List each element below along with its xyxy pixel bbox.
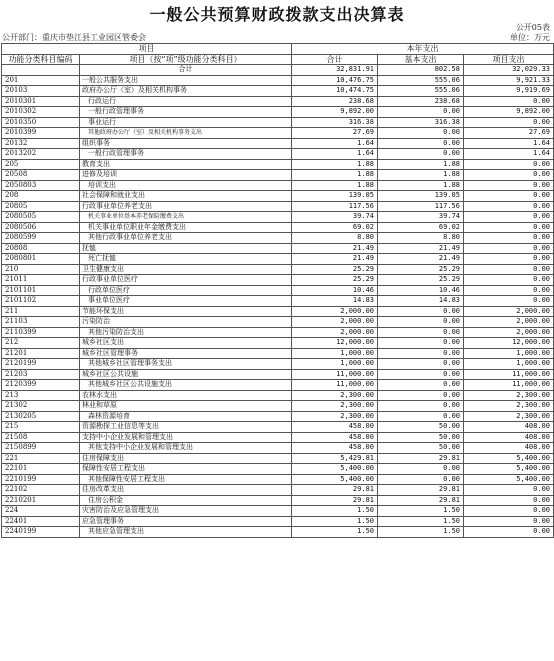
expenditure-table (1, 43, 554, 538)
row-code: 2080506 (2, 222, 80, 233)
header-name: 项目（按“项”级功能分类科目） (80, 54, 292, 65)
header-code: 功能分类科目编码 (2, 54, 80, 65)
row-name: 农林水支出 (80, 390, 292, 401)
row-project: 5,400.00 (464, 474, 554, 485)
row-total: 2,000.00 (292, 317, 378, 328)
row-basic: 0.00 (378, 107, 464, 118)
row-basic: 0.00 (378, 338, 464, 349)
row-project: 0.00 (464, 191, 554, 202)
row-project: 0.00 (464, 495, 554, 506)
row-code: 20132 (2, 138, 80, 149)
table-row (2, 275, 554, 286)
row-total: 458.00 (292, 443, 378, 454)
row-basic: 238.68 (378, 96, 464, 107)
row-code: 21302 (2, 401, 80, 412)
row-project: 2,300.00 (464, 401, 554, 412)
row-code: 2210201 (2, 495, 80, 506)
row-name: 灾害防治及应急管理支出 (80, 506, 292, 517)
table-row (2, 443, 554, 454)
row-total: 8.80 (292, 233, 378, 244)
row-basic: 1.88 (378, 180, 464, 191)
table-row (2, 369, 554, 380)
header-current-year: 本年支出 (292, 44, 554, 55)
row-total: 1.50 (292, 527, 378, 538)
table-row (2, 191, 554, 202)
row-basic: 0.00 (378, 380, 464, 391)
row-basic: 0.00 (378, 317, 464, 328)
row-name: 住房公积金 (80, 495, 292, 506)
row-name: 其他政府办公厅（室）及相关机构事务支出 (80, 128, 292, 139)
row-basic: 1.50 (378, 527, 464, 538)
row-project: 2,000.00 (464, 327, 554, 338)
row-code: 224 (2, 506, 80, 517)
row-name: 应急管理事务 (80, 516, 292, 527)
row-code: 2240199 (2, 527, 80, 538)
row-project: 9,921.33 (464, 75, 554, 86)
row-code: 20103 (2, 86, 80, 97)
row-name: 事业单位医疗 (80, 296, 292, 307)
row-code: 2150899 (2, 443, 80, 454)
row-basic: 1.88 (378, 159, 464, 170)
row-project: 9,892.00 (464, 107, 554, 118)
row-code: 20508 (2, 170, 80, 181)
row-code: 21203 (2, 369, 80, 380)
header-project: 项目支出 (464, 54, 554, 65)
row-code: 2080801 (2, 254, 80, 265)
row-name: 教育支出 (80, 159, 292, 170)
table-row (2, 327, 554, 338)
table-row (2, 306, 554, 317)
row-name: 其他应急管理支出 (80, 527, 292, 538)
row-total: 458.00 (292, 422, 378, 433)
row-name: 一般行政管理事务 (80, 149, 292, 160)
row-basic: 25.29 (378, 264, 464, 275)
table-row (2, 201, 554, 212)
row-name: 资源勘探工业信息等支出 (80, 422, 292, 433)
row-project: 0.00 (464, 96, 554, 107)
table-row (2, 474, 554, 485)
row-total: 5,429.81 (292, 453, 378, 464)
row-project: 2,000.00 (464, 317, 554, 328)
row-name: 抚恤 (80, 243, 292, 254)
table-row (2, 264, 554, 275)
row-total: 27.69 (292, 128, 378, 139)
unit-label: 单位：万元 (510, 33, 550, 42)
row-project: 0.00 (464, 212, 554, 223)
row-project: 0.00 (464, 264, 554, 275)
row-basic: 139.05 (378, 191, 464, 202)
row-name: 一般公共服务支出 (80, 75, 292, 86)
row-total: 21.49 (292, 243, 378, 254)
table-row (2, 222, 554, 233)
row-code: 2010302 (2, 107, 80, 118)
row-basic: 0.00 (378, 138, 464, 149)
row-basic: 29.81 (378, 485, 464, 496)
row-basic: 0.00 (378, 149, 464, 160)
row-total: 32,831.91 (292, 65, 378, 76)
row-project: 1.64 (464, 149, 554, 160)
table-row (2, 317, 554, 328)
row-total: 458.00 (292, 432, 378, 443)
row-code: 2010301 (2, 96, 80, 107)
row-total: 12,000.00 (292, 338, 378, 349)
row-project: 1,000.00 (464, 359, 554, 370)
row-project: 0.00 (464, 527, 554, 538)
row-project: 0.00 (464, 201, 554, 212)
row-project: 0.00 (464, 506, 554, 517)
row-project: 0.00 (464, 296, 554, 307)
row-name: 合计 (80, 65, 292, 76)
row-basic: 29.81 (378, 453, 464, 464)
row-project: 1.64 (464, 138, 554, 149)
row-code: 21011 (2, 275, 80, 286)
table-row (2, 359, 554, 370)
row-basic: 117.56 (378, 201, 464, 212)
row-total: 5,400.00 (292, 464, 378, 475)
row-total: 2,000.00 (292, 327, 378, 338)
row-code: 2130205 (2, 411, 80, 422)
row-project: 0.00 (464, 222, 554, 233)
table-row (2, 159, 554, 170)
row-basic: 21.49 (378, 243, 464, 254)
table-row (2, 516, 554, 527)
table-row (2, 75, 554, 86)
row-total: 69.02 (292, 222, 378, 233)
row-total: 2,300.00 (292, 390, 378, 401)
row-total: 1.50 (292, 516, 378, 527)
row-basic: 69.02 (378, 222, 464, 233)
row-total: 11,000.00 (292, 369, 378, 380)
row-basic: 0.00 (378, 369, 464, 380)
row-project: 408.00 (464, 422, 554, 433)
row-code: 2013202 (2, 149, 80, 160)
row-total: 39.74 (292, 212, 378, 223)
row-code: 2010399 (2, 128, 80, 139)
row-basic: 0.00 (378, 327, 464, 338)
row-total: 2,300.00 (292, 401, 378, 412)
row-project: 0.00 (464, 159, 554, 170)
row-name: 行政单位医疗 (80, 285, 292, 296)
row-total: 25.29 (292, 264, 378, 275)
row-total: 1,000.00 (292, 348, 378, 359)
table-row (2, 401, 554, 412)
row-project: 0.00 (464, 485, 554, 496)
row-code: 2050803 (2, 180, 80, 191)
row-project: 5,400.00 (464, 464, 554, 475)
row-name: 事业运行 (80, 117, 292, 128)
table-row (2, 149, 554, 160)
row-name: 其他污染防治支出 (80, 327, 292, 338)
row-basic: 0.00 (378, 128, 464, 139)
row-total: 11,000.00 (292, 380, 378, 391)
row-name: 其他行政事业单位养老支出 (80, 233, 292, 244)
row-basic: 25.29 (378, 275, 464, 286)
row-code: 2120399 (2, 380, 80, 391)
row-code: 21508 (2, 432, 80, 443)
row-code: 21201 (2, 348, 80, 359)
row-total: 1.88 (292, 170, 378, 181)
row-code: 2120199 (2, 359, 80, 370)
row-project: 0.00 (464, 516, 554, 527)
row-basic: 555.06 (378, 86, 464, 97)
row-name: 培训支出 (80, 180, 292, 191)
row-total: 5,400.00 (292, 474, 378, 485)
row-basic: 50.00 (378, 432, 464, 443)
row-code (2, 65, 80, 76)
row-name: 组织事务 (80, 138, 292, 149)
row-code: 2101101 (2, 285, 80, 296)
row-name: 机关事业单位基本养老保险缴费支出 (80, 212, 292, 223)
row-code: 20808 (2, 243, 80, 254)
row-name: 行政运行 (80, 96, 292, 107)
row-project: 11,000.00 (464, 380, 554, 391)
row-total: 139.05 (292, 191, 378, 202)
row-basic: 21.49 (378, 254, 464, 265)
row-total: 29.81 (292, 485, 378, 496)
table-row (2, 96, 554, 107)
row-project: 0.00 (464, 233, 554, 244)
row-code: 22102 (2, 485, 80, 496)
row-name: 节能环保支出 (80, 306, 292, 317)
row-total: 21.49 (292, 254, 378, 265)
row-basic: 10.46 (378, 285, 464, 296)
row-code: 201 (2, 75, 80, 86)
table-row (2, 506, 554, 517)
table-row (2, 380, 554, 391)
table-row (2, 138, 554, 149)
row-total: 1.88 (292, 180, 378, 191)
table-body (2, 65, 554, 538)
row-total: 9,892.00 (292, 107, 378, 118)
row-name: 死亡抚恤 (80, 254, 292, 265)
row-basic: 14.83 (378, 296, 464, 307)
page-title: 一般公共预算财政拨款支出决算表 (149, 5, 405, 24)
table-row (2, 432, 554, 443)
row-project: 2,300.00 (464, 411, 554, 422)
table-row (2, 411, 554, 422)
row-project: 0.00 (464, 117, 554, 128)
row-total: 1.64 (292, 149, 378, 160)
row-name: 行政事业单位养老支出 (80, 201, 292, 212)
row-total: 1,000.00 (292, 359, 378, 370)
row-basic: 39.74 (378, 212, 464, 223)
row-code: 2101102 (2, 296, 80, 307)
table-row (2, 254, 554, 265)
row-basic: 0.00 (378, 348, 464, 359)
row-project: 32,029.33 (464, 65, 554, 76)
row-total: 1.64 (292, 138, 378, 149)
row-total: 25.29 (292, 275, 378, 286)
row-name: 其他支持中小企业发展和管理支出 (80, 443, 292, 454)
row-name: 支持中小企业发展和管理支出 (80, 432, 292, 443)
row-basic: 1.88 (378, 170, 464, 181)
row-project: 0.00 (464, 243, 554, 254)
row-code: 208 (2, 191, 80, 202)
table-row (2, 485, 554, 496)
row-project: 0.00 (464, 254, 554, 265)
table-row (2, 128, 554, 139)
table-row (2, 212, 554, 223)
row-project: 5,400.00 (464, 453, 554, 464)
row-total: 2,300.00 (292, 411, 378, 422)
table-row (2, 453, 554, 464)
row-basic: 0.00 (378, 390, 464, 401)
row-total: 10,474.75 (292, 86, 378, 97)
row-code: 2010350 (2, 117, 80, 128)
row-name: 污染防治 (80, 317, 292, 328)
row-total: 10.46 (292, 285, 378, 296)
row-code: 211 (2, 306, 80, 317)
row-basic: 50.00 (378, 422, 464, 433)
row-name: 其他保障性安居工程支出 (80, 474, 292, 485)
row-project: 9,919.69 (464, 86, 554, 97)
row-total: 10,476.75 (292, 75, 378, 86)
row-total: 29.81 (292, 495, 378, 506)
row-basic: 0.00 (378, 464, 464, 475)
row-basic: 8.80 (378, 233, 464, 244)
row-name: 其他城乡社区公共设施支出 (80, 380, 292, 391)
row-project: 27.69 (464, 128, 554, 139)
row-basic: 0.00 (378, 411, 464, 422)
row-total: 1.88 (292, 159, 378, 170)
row-project: 408.00 (464, 443, 554, 454)
row-code: 210 (2, 264, 80, 275)
row-code: 2110399 (2, 327, 80, 338)
table-row (2, 464, 554, 475)
row-name: 保障性安居工程支出 (80, 464, 292, 475)
row-code: 215 (2, 422, 80, 433)
row-name: 住房保障支出 (80, 453, 292, 464)
table-row (2, 527, 554, 538)
row-project: 2,300.00 (464, 390, 554, 401)
row-total: 316.38 (292, 117, 378, 128)
header-item: 项目 (2, 44, 292, 55)
row-code: 21103 (2, 317, 80, 328)
table-row (2, 390, 554, 401)
row-total: 117.56 (292, 201, 378, 212)
row-code: 213 (2, 390, 80, 401)
row-project: 1,000.00 (464, 348, 554, 359)
table-row (2, 422, 554, 433)
table-row (2, 495, 554, 506)
header-total: 合计 (292, 54, 378, 65)
row-code: 2080505 (2, 212, 80, 223)
row-name: 住房改革支出 (80, 485, 292, 496)
row-code: 22401 (2, 516, 80, 527)
row-basic: 316.38 (378, 117, 464, 128)
row-project: 11,000.00 (464, 369, 554, 380)
row-basic: 29.81 (378, 495, 464, 506)
row-name: 一般行政管理事务 (80, 107, 292, 118)
row-name: 森林资源培育 (80, 411, 292, 422)
row-basic: 0.00 (378, 401, 464, 412)
table-row (2, 107, 554, 118)
row-project: 0.00 (464, 285, 554, 296)
row-name: 机关事业单位职业年金缴费支出 (80, 222, 292, 233)
row-basic: 0.00 (378, 474, 464, 485)
row-total: 2,000.00 (292, 306, 378, 317)
table-row (2, 180, 554, 191)
row-name: 社会保障和就业支出 (80, 191, 292, 202)
row-project: 2,000.00 (464, 306, 554, 317)
row-code: 221 (2, 453, 80, 464)
row-code: 2080599 (2, 233, 80, 244)
row-total: 1.50 (292, 506, 378, 517)
row-name: 卫生健康支出 (80, 264, 292, 275)
row-project: 408.00 (464, 432, 554, 443)
row-code: 2210199 (2, 474, 80, 485)
table-row (2, 233, 554, 244)
row-project: 0.00 (464, 275, 554, 286)
row-name: 城乡社区支出 (80, 338, 292, 349)
row-name: 其他城乡社区管理事务支出 (80, 359, 292, 370)
row-basic: 50.00 (378, 443, 464, 454)
row-code: 212 (2, 338, 80, 349)
table-row (2, 285, 554, 296)
table-row (2, 348, 554, 359)
row-total: 14.83 (292, 296, 378, 307)
row-basic: 0.00 (378, 359, 464, 370)
row-name: 林业和草原 (80, 401, 292, 412)
row-project: 0.00 (464, 170, 554, 181)
form-number: 公开05表 (515, 23, 550, 32)
row-name: 进修及培训 (80, 170, 292, 181)
table-row (2, 296, 554, 307)
row-project: 12,000.00 (464, 338, 554, 349)
department-label: 公开部门：重庆市垫江县工业园区管委会 (2, 33, 146, 42)
row-name: 行政事业单位医疗 (80, 275, 292, 286)
row-basic: 1.50 (378, 516, 464, 527)
row-basic: 1.50 (378, 506, 464, 517)
row-name: 城乡社区公共设施 (80, 369, 292, 380)
table-row (2, 243, 554, 254)
table-row (2, 117, 554, 128)
row-project: 0.00 (464, 180, 554, 191)
table-row (2, 170, 554, 181)
table-row (2, 86, 554, 97)
row-name: 城乡社区管理事务 (80, 348, 292, 359)
row-code: 205 (2, 159, 80, 170)
table-row (2, 65, 554, 76)
table-row (2, 338, 554, 349)
row-code: 22101 (2, 464, 80, 475)
row-basic: 555.06 (378, 75, 464, 86)
header-basic: 基本支出 (378, 54, 464, 65)
row-total: 238.68 (292, 96, 378, 107)
row-basic: 802.58 (378, 65, 464, 76)
row-code: 20805 (2, 201, 80, 212)
row-basic: 0.00 (378, 306, 464, 317)
row-name: 政府办公厅（室）及相关机构事务 (80, 86, 292, 97)
